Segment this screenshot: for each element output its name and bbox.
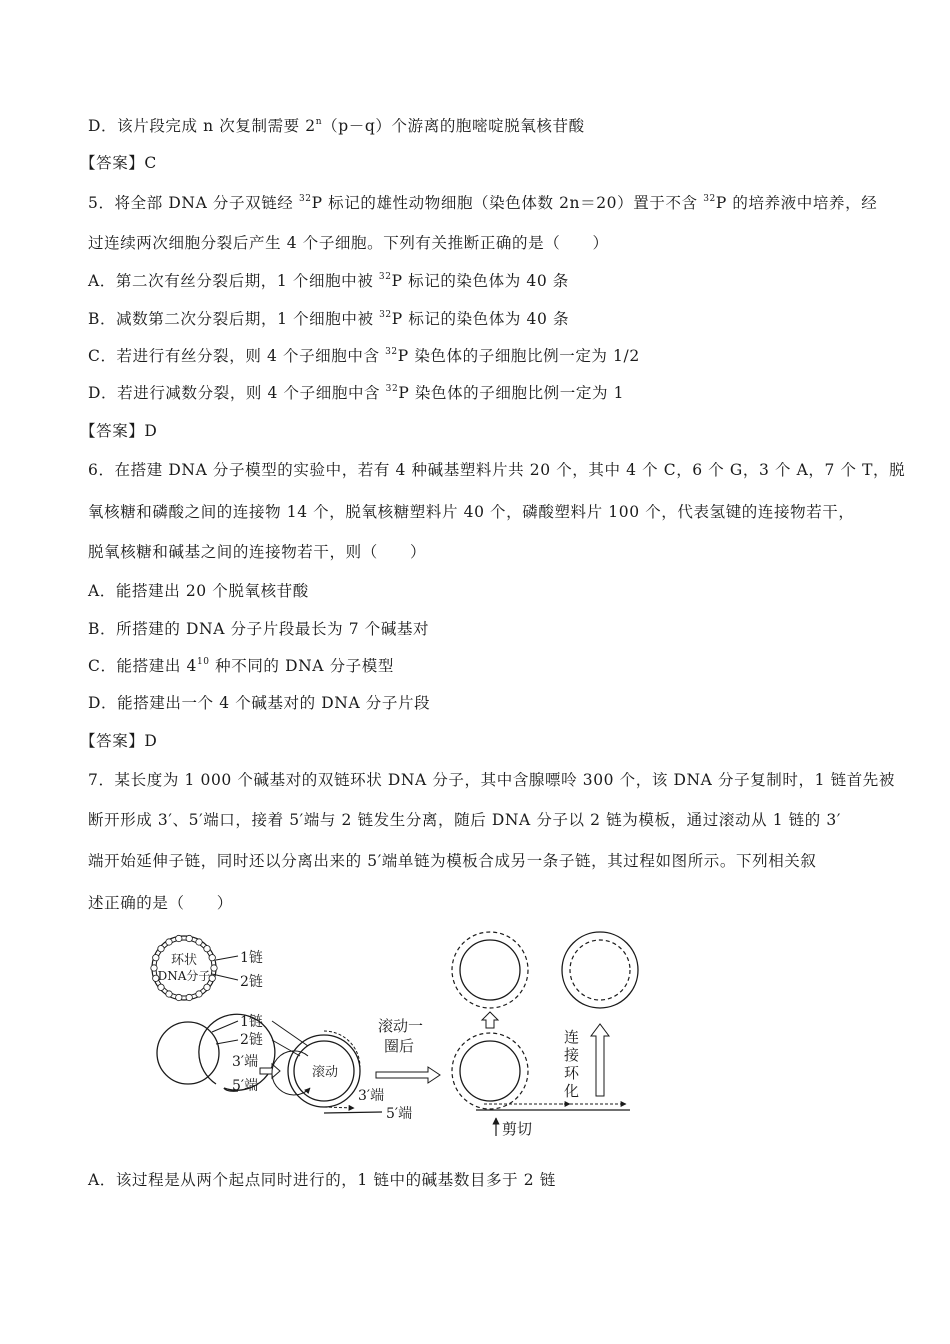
q7-stem-line-4: 述正确的是（ ） xyxy=(88,894,233,912)
circ-label-1: 环状 xyxy=(170,953,198,968)
q5-stem-line-2: 过连续两次细胞分裂后产生 4 个子细胞。下列有关推断正确的是（ ） xyxy=(88,234,609,252)
cut-label: 剪切 xyxy=(502,1120,533,1138)
q7-stem-line-3: 端开始延伸子链，同时还以分离出来的 5′端单链为模板合成另一条子链，其过程如图所示。下列相关叙 xyxy=(88,852,817,870)
nucleotide-bead xyxy=(196,991,202,997)
arrow-icon xyxy=(482,1012,498,1028)
q6-option-c: C．能搭建出 $4^{10}$ 种不同的 DNA 分子模型 xyxy=(88,657,394,675)
q7-option-a: A．该过程是从两个起点同时进行的，1 链中的碱基数目多于 2 链 xyxy=(88,1171,556,1189)
after-roll-label-2: 圈后 xyxy=(384,1037,415,1055)
nucleotide-bead xyxy=(176,935,182,941)
q5-stem-line-1: 5．将全部 DNA 分子双链经 $^{32}$P 标记的雄性动物细胞（染色体数 2n＝20）置于不含 $^{32}$P 的培养液中培养，经 xyxy=(88,194,878,212)
answer-q4: 【答案】C xyxy=(80,154,157,172)
q5-option-b: B．减数第二次分裂后期，1 个细胞中被 $^{32}$P 标记的染色体为 40 条 xyxy=(88,310,570,328)
nucleotide-bead xyxy=(211,965,217,971)
end5-label-left: 5′端 xyxy=(232,1078,259,1094)
daughter-circle-1 xyxy=(452,932,528,1008)
nucleotide-bead xyxy=(204,946,210,952)
nucleotide-bead xyxy=(158,946,164,952)
q7-stem-line-2: 断开形成 3′、5′端口，接着 5′端与 2 链发生分离，随后 DNA 分子以 2 链为模板，通过滚动从 1 链的 3′ xyxy=(88,811,841,829)
arrow-icon xyxy=(376,1067,440,1083)
q6-option-a: A．能搭建出 20 个脱氧核苷酸 xyxy=(88,582,309,600)
rolling-label: 滚动 xyxy=(312,1065,339,1080)
ligate-char-4: 化 xyxy=(564,1082,580,1100)
answer-q6: 【答案】D xyxy=(80,732,158,750)
answer-q5: 【答案】D xyxy=(80,422,158,440)
ligate-char-2: 接 xyxy=(564,1046,580,1064)
q7-stem-line-1: 7．某长度为 1 000 个碱基对的双链环状 DNA 分子，其中含腺嘌呤 300 个，该 DNA 分子复制时，1 链首先被 xyxy=(88,771,895,789)
chain2-label-top: 2链 xyxy=(240,974,263,990)
arrow-icon xyxy=(591,1024,609,1096)
chain1-label-top: 1链 xyxy=(240,950,263,966)
end3-label-rolling: 3′端 xyxy=(358,1088,385,1104)
rolling-circle-diagram xyxy=(140,928,640,1158)
nucleotide-bead xyxy=(196,939,202,945)
nucleotide-bead xyxy=(151,965,157,971)
after-roll-label-1: 滚动一 xyxy=(378,1017,424,1035)
ligate-char-3: 环 xyxy=(564,1064,580,1082)
nucleotide-bead xyxy=(186,935,192,941)
nucleotide-bead xyxy=(209,955,215,961)
arrow-icon xyxy=(260,1064,280,1078)
end3-label-left: 3′端 xyxy=(232,1054,259,1070)
chain1-label-mid: 1链 xyxy=(240,1014,263,1030)
ligate-char-1: 连 xyxy=(564,1028,580,1046)
rolling-circle-figure xyxy=(140,928,640,1158)
nucleotide-bead xyxy=(158,984,164,990)
nucleotide-bead xyxy=(166,939,172,945)
q6-option-b: B．所搭建的 DNA 分子片段最长为 7 个碱基对 xyxy=(88,620,430,638)
q6-option-d: D．能搭建出一个 4 个碱基对的 DNA 分子片段 xyxy=(88,694,431,712)
circular-dna-icon xyxy=(151,935,217,1000)
end5-label-rolling: 5′端 xyxy=(386,1106,413,1122)
q5-option-d: D．若进行减数分裂，则 4 个子细胞中含 $^{32}$P 染色体的子细胞比例一定为 1 xyxy=(88,384,625,402)
nucleotide-bead xyxy=(204,984,210,990)
nucleotide-bead xyxy=(166,991,172,997)
q6-stem-line-2: 氧核糖和磷酸之间的连接物 14 个，脱氧核糖塑料片 40 个，磷酸塑料片 100 个，代表氢键的连接物若干， xyxy=(88,503,855,521)
q4-option-d: D．该片段完成 n 次复制需要 $2^n(p-q)$个游离的胞嘧啶脱氧核苷酸 xyxy=(88,117,585,135)
nucleotide-bead xyxy=(153,955,159,961)
q5-option-c: C．若进行有丝分裂，则 4 个子细胞中含 $^{32}$P 染色体的子细胞比例一定为 1/2 xyxy=(88,347,640,365)
daughter-circle-2 xyxy=(562,932,638,1008)
chain2-label-mid: 2链 xyxy=(240,1032,263,1048)
circ-label-2: DNA分子 xyxy=(157,969,211,983)
q6-stem-line-1: 6．在搭建 DNA 分子模型的实验中，若有 4 种碱基塑料片共 20 个，其中 4 个 C，6 个 G，3 个 A，7 个 T，脱 xyxy=(88,461,906,479)
nucleotide-bead xyxy=(176,994,182,1000)
q5-option-a: A．第二次有丝分裂后期，1 个细胞中被 $^{32}$P 标记的染色体为 40 条 xyxy=(88,272,569,290)
q6-stem-line-3: 脱氧核糖和碱基之间的连接物若干，则（ ） xyxy=(88,543,427,561)
nucleotide-bead xyxy=(186,994,192,1000)
